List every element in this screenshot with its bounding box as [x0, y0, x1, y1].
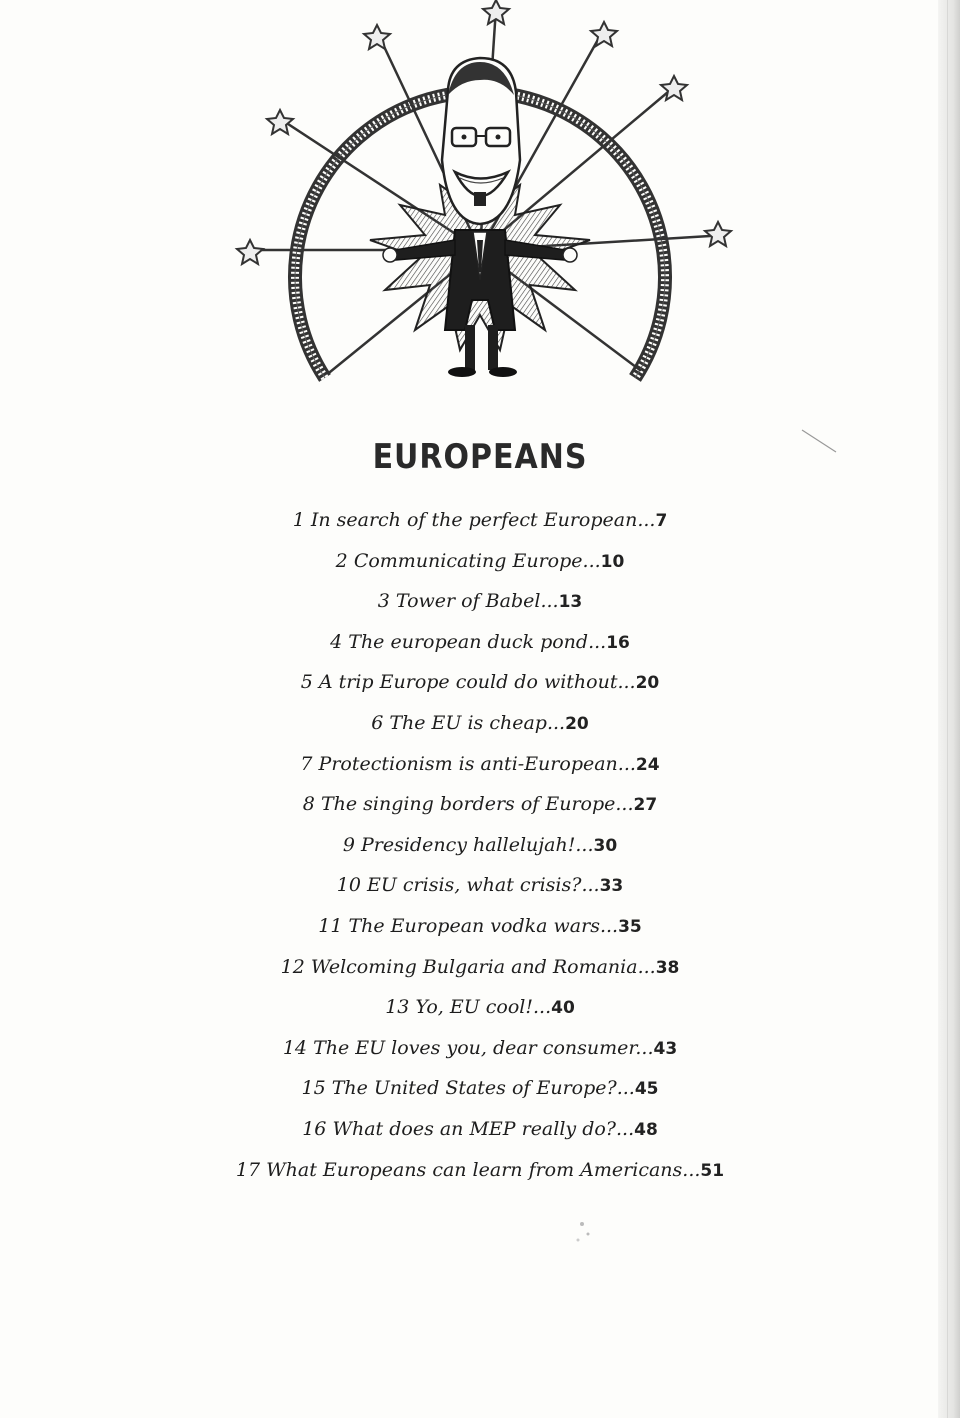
toc-entry-separator: ...: [617, 671, 636, 694]
toc-entry-number: 9: [342, 833, 355, 856]
star-icon: [661, 76, 687, 100]
table-of-contents: [0, 500, 960, 1190]
toc-entry-title: A trip Europe could do without: [318, 671, 618, 694]
toc-entry-separator: ...: [616, 1077, 635, 1100]
toc-entry: [0, 662, 960, 703]
toc-entry-title: The European vodka wars: [348, 914, 600, 937]
toc-entry-separator: ...: [637, 955, 656, 978]
toc-entry-separator: ...: [615, 1117, 635, 1140]
toc-entry-page: 45: [634, 1079, 659, 1100]
toc-entry-title: The EU is cheap: [389, 711, 547, 734]
toc-entry-title: Welcoming Bulgaria and Romania: [310, 955, 638, 978]
toc-entry-title: Tower of Babel: [395, 590, 541, 613]
star-icon: [591, 22, 617, 46]
toc-entry-number: 3: [377, 590, 390, 613]
toc-entry-number: 11: [318, 914, 343, 937]
toc-entry-separator: ...: [533, 996, 552, 1019]
toc-entry-title: The United States of Europe?: [331, 1077, 617, 1100]
toc-entry-separator: ...: [540, 590, 559, 613]
scan-speck: [570, 1210, 600, 1250]
toc-entry-page: 33: [599, 876, 624, 897]
toc-entry-page: 43: [653, 1038, 678, 1059]
toc-entry-separator: ...: [599, 914, 619, 937]
toc-entry: [0, 825, 960, 866]
toc-entry-number: 1: [292, 509, 305, 531]
toc-entry-number: 2: [335, 549, 348, 572]
toc-entry-number: 4: [330, 630, 343, 653]
toc-entry: [0, 541, 960, 582]
toc-entry-separator: ...: [637, 509, 656, 531]
toc-entry-page: 27: [633, 795, 658, 816]
star-icon: [267, 110, 293, 134]
toc-entry-number: 16: [302, 1117, 327, 1140]
toc-entry: [0, 1109, 960, 1150]
toc-entry-title: Presidency hallelujah!: [360, 833, 576, 856]
toc-entry: [0, 987, 960, 1028]
toc-entry-page: 30: [593, 835, 618, 856]
toc-entry-separator: ...: [582, 549, 601, 572]
toc-entry: [0, 1028, 960, 1069]
toc-entry-number: 8: [302, 793, 315, 816]
toc-entry: [0, 784, 960, 825]
toc-entry-title: EU crisis, what crisis?: [366, 874, 582, 897]
toc-entry-number: 13: [385, 996, 410, 1019]
section-title: EUROPEANS: [372, 437, 588, 478]
toc-entry-title: What does an MEP really do?: [332, 1117, 616, 1140]
toc-entry-separator: ...: [575, 833, 594, 856]
star-icon: [705, 222, 731, 246]
toc-entry-page: 16: [606, 632, 630, 653]
toc-entry-page: 20: [635, 673, 660, 694]
toc-entry-page: 51: [700, 1160, 725, 1181]
toc-entry-page: 40: [551, 998, 575, 1019]
toc-entry-title: In search of the perfect European: [310, 509, 638, 531]
toc-entry-number: 14: [282, 1036, 308, 1059]
toc-entry-number: 6: [371, 711, 384, 734]
toc-entry-separator: ...: [617, 752, 636, 775]
toc-entry: [0, 947, 960, 988]
toc-entry: [0, 865, 960, 906]
toc-entry-separator: ...: [546, 711, 566, 734]
toc-entry-separator: ...: [615, 793, 634, 816]
toc-entry-title: What Europeans can learn from Americans: [266, 1158, 683, 1181]
toc-entry: [0, 703, 960, 744]
toc-entry-page: 7: [655, 511, 668, 531]
toc-entry-separator: ...: [581, 874, 600, 897]
toc-entry-title: Communicating Europe: [353, 549, 583, 572]
toc-entry-page: 10: [600, 551, 625, 572]
toc-entry-page: 24: [635, 754, 660, 775]
toc-entry-number: 15: [301, 1077, 326, 1100]
toc-entry-page: 48: [634, 1119, 658, 1140]
toc-entry-page: 35: [618, 916, 642, 937]
toc-entry-title: The EU loves you, dear consumer: [313, 1036, 636, 1059]
toc-entry: [0, 744, 960, 785]
toc-entry-title: The singing borders of Europe: [320, 793, 616, 816]
toc-entry-number: 17: [235, 1158, 261, 1181]
star-icon: [364, 25, 390, 49]
toc-entry-separator: ...: [588, 630, 607, 653]
toc-entry-number: 5: [300, 671, 313, 694]
toc-entry-separator: ...: [635, 1036, 654, 1059]
toc-entry: [0, 622, 960, 663]
toc-entry: [0, 906, 960, 947]
toc-entry-number: 7: [300, 752, 313, 775]
caricature-illustration: [230, 0, 740, 390]
toc-entry: [0, 500, 960, 541]
toc-entry-page: 38: [655, 957, 680, 978]
toc-entry-title: The european duck pond: [348, 630, 589, 653]
toc-entry-page: 20: [565, 713, 589, 734]
toc-entry: [0, 1150, 960, 1191]
toc-entry-title: Yo, EU cool!: [415, 996, 533, 1019]
star-icon: [237, 240, 263, 264]
toc-entry: [0, 1068, 960, 1109]
toc-entry-title: Protectionism is anti-European: [318, 752, 618, 775]
toc-entry: [0, 581, 960, 622]
toc-entry-number: 10: [336, 874, 361, 897]
caricature-head: [442, 58, 520, 224]
toc-entry-number: 12: [280, 955, 305, 978]
toc-entry-separator: ...: [682, 1158, 701, 1181]
toc-entry-page: 13: [558, 592, 583, 613]
